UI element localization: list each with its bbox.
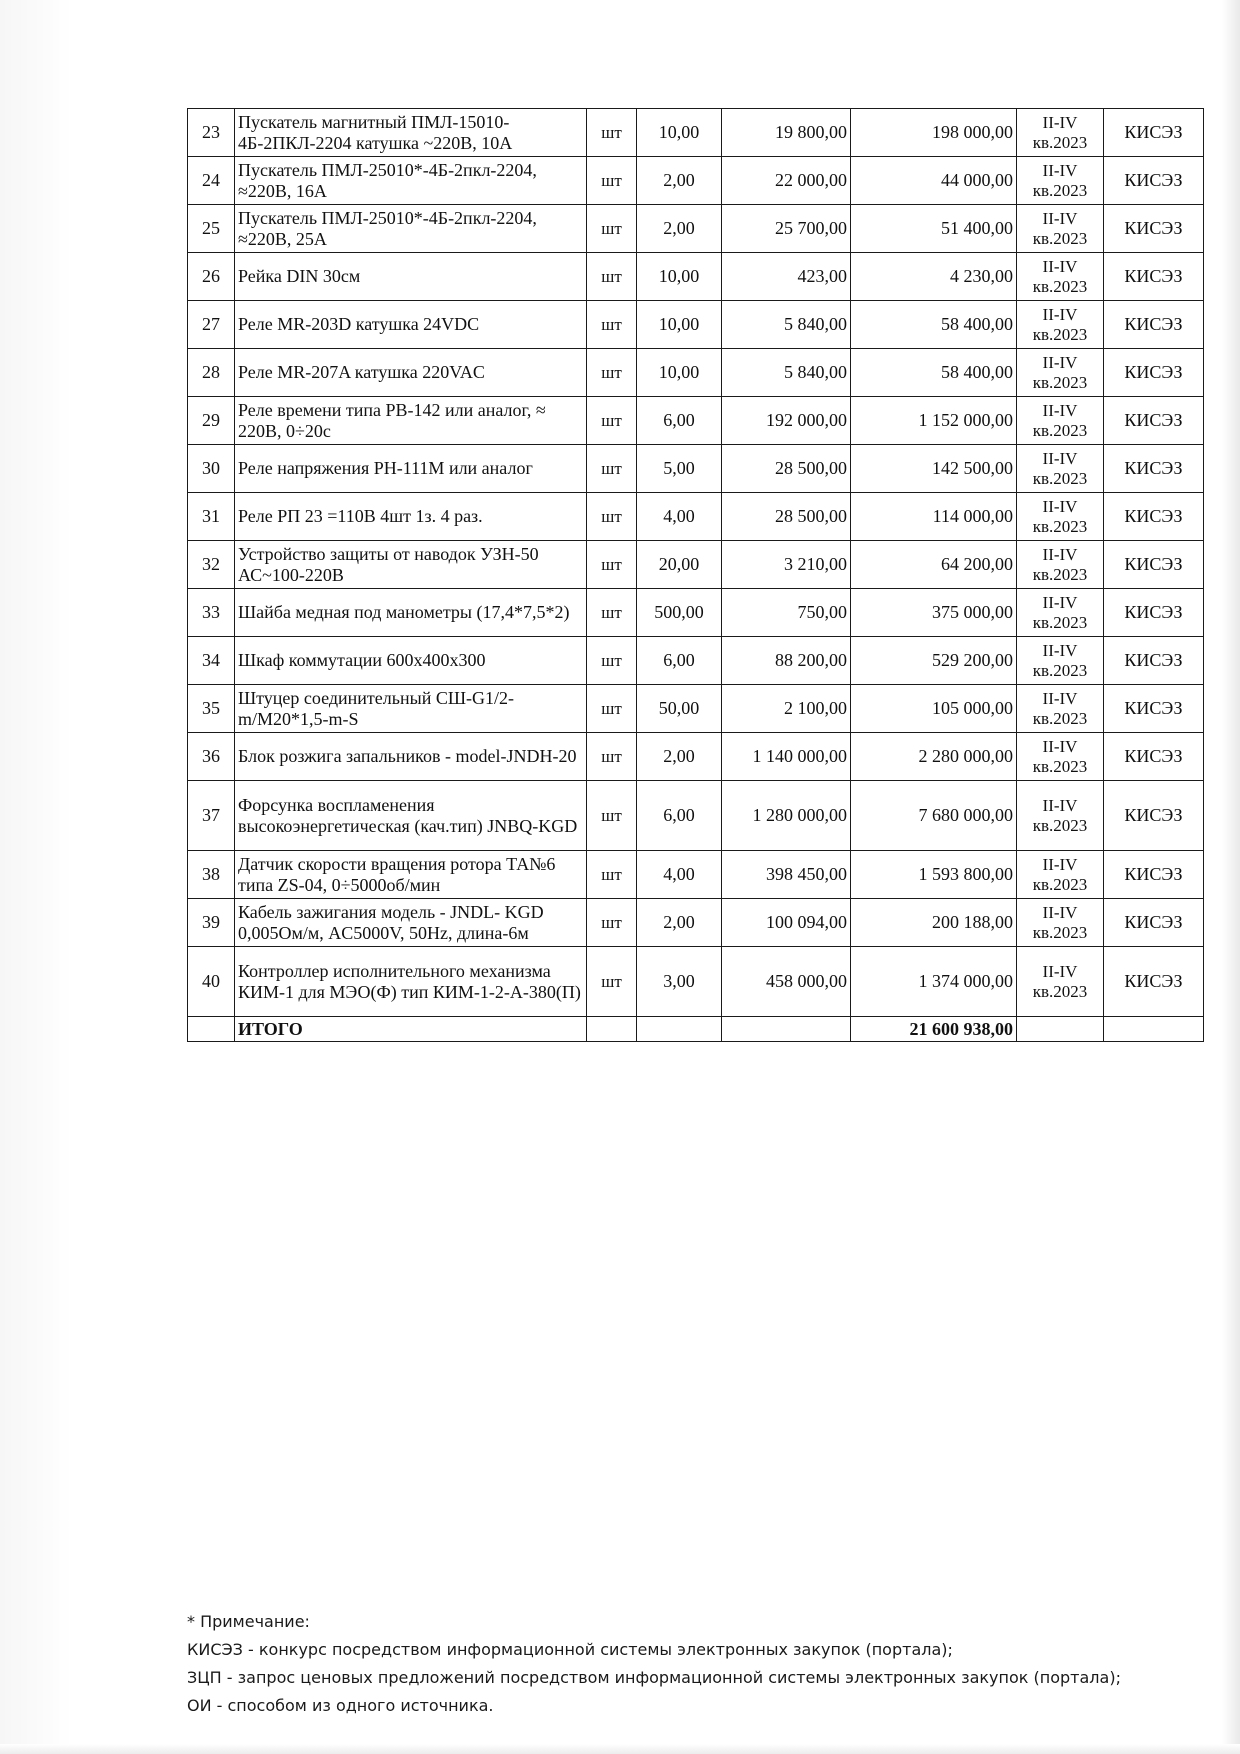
empty-cell [637,1017,722,1042]
table-row [188,157,1204,205]
delivery-period-cell: II-IV кв.2023 [1017,397,1104,445]
total-amount-cell: 142 500,00 [851,445,1017,493]
item-name-cell: Пускатель магнитный ПМЛ-15010-4Б-2ПКЛ-2204 катушка ~220В, 10А [235,109,587,157]
delivery-period-cell: II-IV кв.2023 [1017,541,1104,589]
delivery-period-cell: II-IV кв.2023 [1017,589,1104,637]
row-number-cell: 25 [188,205,235,253]
procurement-method-cell: КИСЭЗ [1104,685,1204,733]
unit-price-cell: 19 800,00 [722,109,851,157]
total-amount-cell: 1 152 000,00 [851,397,1017,445]
quantity-cell: 2,00 [637,205,722,253]
procurement-method-cell: КИСЭЗ [1104,733,1204,781]
empty-cell [722,1017,851,1042]
unit-cell: шт [587,733,637,781]
item-name-cell: Рейка DIN 30см [235,253,587,301]
row-number-cell: 35 [188,685,235,733]
quantity-cell: 500,00 [637,589,722,637]
quantity-cell: 10,00 [637,349,722,397]
quantity-cell: 2,00 [637,899,722,947]
unit-price-cell: 3 210,00 [722,541,851,589]
procurement-method-cell: КИСЭЗ [1104,253,1204,301]
table-row [188,899,1204,947]
total-amount-cell: 7 680 000,00 [851,781,1017,851]
item-name-cell: Контроллер исполнительного механизма КИМ-1 для МЭО(Ф) тип КИМ-1-2-А-380(П) [235,947,587,1017]
item-name-cell: Реле напряжения РН-111М или аналог [235,445,587,493]
item-name-cell: Штуцер соединительный СШ-G1/2-m/M20*1,5-m-S [235,685,587,733]
procurement-method-cell: КИСЭЗ [1104,493,1204,541]
quantity-cell: 4,00 [637,851,722,899]
table-row [188,493,1204,541]
row-number-cell: 26 [188,253,235,301]
delivery-period-cell: II-IV кв.2023 [1017,899,1104,947]
table-row [188,349,1204,397]
unit-cell: шт [587,899,637,947]
delivery-period-cell: II-IV кв.2023 [1017,109,1104,157]
item-name-cell: Кабель зажигания модель - JNDL- KGD 0,005Ом/м, AC5000V, 50Hz, длина-6м [235,899,587,947]
total-amount-cell: 4 230,00 [851,253,1017,301]
unit-price-cell: 28 500,00 [722,445,851,493]
unit-price-cell: 25 700,00 [722,205,851,253]
footnote [187,1608,1121,1720]
unit-price-cell: 5 840,00 [722,349,851,397]
quantity-cell: 6,00 [637,397,722,445]
total-amount-cell: 64 200,00 [851,541,1017,589]
item-name-cell: Реле MR-207A катушка 220VAC [235,349,587,397]
table-row [188,637,1204,685]
table-row [188,851,1204,899]
total-amount-cell: 51 400,00 [851,205,1017,253]
quantity-cell: 6,00 [637,781,722,851]
table-row [188,733,1204,781]
procurement-table [187,108,1204,1042]
unit-cell: шт [587,301,637,349]
total-label-cell: ИТОГО [235,1017,587,1042]
table-row [188,109,1204,157]
unit-cell: шт [587,947,637,1017]
unit-price-cell: 2 100,00 [722,685,851,733]
procurement-method-cell: КИСЭЗ [1104,301,1204,349]
quantity-cell: 50,00 [637,685,722,733]
unit-price-cell: 398 450,00 [722,851,851,899]
total-amount-cell: 58 400,00 [851,349,1017,397]
delivery-period-cell: II-IV кв.2023 [1017,947,1104,1017]
footnote-line: ЗЦП - запрос ценовых предложений посредством информационной системы электронных закупок (портала); [187,1668,1121,1687]
item-name-cell: Пускатель ПМЛ-25010*-4Б-2пкл-2204, ≈220В, 16А [235,157,587,205]
total-amount-cell: 114 000,00 [851,493,1017,541]
total-amount-cell: 198 000,00 [851,109,1017,157]
row-number-cell: 28 [188,349,235,397]
table-row [188,541,1204,589]
unit-cell: шт [587,685,637,733]
table-row [188,253,1204,301]
quantity-cell: 2,00 [637,733,722,781]
total-amount-cell: 1 593 800,00 [851,851,1017,899]
row-number-cell: 33 [188,589,235,637]
row-number-cell: 27 [188,301,235,349]
unit-price-cell: 423,00 [722,253,851,301]
row-number-cell: 34 [188,637,235,685]
unit-price-cell: 1 140 000,00 [722,733,851,781]
total-amount-cell: 529 200,00 [851,637,1017,685]
unit-price-cell: 5 840,00 [722,301,851,349]
unit-cell: шт [587,589,637,637]
table-row [188,781,1204,851]
unit-cell: шт [587,397,637,445]
total-amount-cell: 58 400,00 [851,301,1017,349]
row-number-cell: 36 [188,733,235,781]
total-amount-cell: 2 280 000,00 [851,733,1017,781]
delivery-period-cell: II-IV кв.2023 [1017,493,1104,541]
unit-cell: шт [587,781,637,851]
footnote-line: КИСЭЗ - конкурс посредством информационной системы электронных закупок (портала); [187,1640,953,1659]
unit-cell: шт [587,109,637,157]
table-row [188,685,1204,733]
procurement-method-cell: КИСЭЗ [1104,947,1204,1017]
item-name-cell: Форсунка воспламенения высокоэнергетическая (кач.тип) JNBQ-KGD [235,781,587,851]
row-number-cell: 31 [188,493,235,541]
empty-cell [587,1017,637,1042]
table-row [188,397,1204,445]
procurement-method-cell: КИСЭЗ [1104,445,1204,493]
unit-cell: шт [587,851,637,899]
quantity-cell: 10,00 [637,301,722,349]
delivery-period-cell: II-IV кв.2023 [1017,205,1104,253]
total-amount-cell: 1 374 000,00 [851,947,1017,1017]
quantity-cell: 6,00 [637,637,722,685]
empty-cell [188,1017,235,1042]
item-name-cell: Реле РП 23 =110В 4шт 1з. 4 раз. [235,493,587,541]
quantity-cell: 20,00 [637,541,722,589]
delivery-period-cell: II-IV кв.2023 [1017,157,1104,205]
row-number-cell: 24 [188,157,235,205]
delivery-period-cell: II-IV кв.2023 [1017,637,1104,685]
table-row [188,589,1204,637]
procurement-method-cell: КИСЭЗ [1104,397,1204,445]
row-number-cell: 38 [188,851,235,899]
delivery-period-cell: II-IV кв.2023 [1017,445,1104,493]
delivery-period-cell: II-IV кв.2023 [1017,301,1104,349]
total-amount-cell: 105 000,00 [851,685,1017,733]
scan-edge-left [0,0,72,1754]
procurement-method-cell: КИСЭЗ [1104,349,1204,397]
table-row [188,445,1204,493]
scan-edge-bottom [0,1744,1240,1754]
unit-price-cell: 192 000,00 [722,397,851,445]
procurement-method-cell: КИСЭЗ [1104,205,1204,253]
quantity-cell: 10,00 [637,109,722,157]
row-number-cell: 39 [188,899,235,947]
row-number-cell: 40 [188,947,235,1017]
total-amount-cell: 375 000,00 [851,589,1017,637]
row-number-cell: 29 [188,397,235,445]
table-row [188,301,1204,349]
unit-price-cell: 22 000,00 [722,157,851,205]
quantity-cell: 4,00 [637,493,722,541]
unit-price-cell: 28 500,00 [722,493,851,541]
procurement-method-cell: КИСЭЗ [1104,781,1204,851]
delivery-period-cell: II-IV кв.2023 [1017,253,1104,301]
item-name-cell: Шайба медная под манометры (17,4*7,5*2) [235,589,587,637]
procurement-method-cell: КИСЭЗ [1104,637,1204,685]
total-row [188,1017,1204,1042]
empty-cell [1104,1017,1204,1042]
table-row [188,947,1204,1017]
total-amount-cell: 44 000,00 [851,157,1017,205]
item-name-cell: Блок розжига запальников - model-JNDH-20 [235,733,587,781]
quantity-cell: 2,00 [637,157,722,205]
delivery-period-cell: II-IV кв.2023 [1017,781,1104,851]
item-name-cell: Пускатель ПМЛ-25010*-4Б-2пкл-2204, ≈220В, 25А [235,205,587,253]
unit-cell: шт [587,445,637,493]
unit-cell: шт [587,349,637,397]
row-number-cell: 23 [188,109,235,157]
unit-price-cell: 100 094,00 [722,899,851,947]
scan-edge-right [1222,0,1240,1754]
table-body [188,109,1204,1042]
quantity-cell: 10,00 [637,253,722,301]
unit-cell: шт [587,253,637,301]
unit-price-cell: 750,00 [722,589,851,637]
item-name-cell: Устройство защиты от наводок УЗН-50 АС~100-220В [235,541,587,589]
delivery-period-cell: II-IV кв.2023 [1017,733,1104,781]
empty-cell [1017,1017,1104,1042]
quantity-cell: 3,00 [637,947,722,1017]
item-name-cell: Шкаф коммутации 600х400х300 [235,637,587,685]
unit-cell: шт [587,493,637,541]
row-number-cell: 30 [188,445,235,493]
delivery-period-cell: II-IV кв.2023 [1017,851,1104,899]
item-name-cell: Реле MR-203D катушка 24VDC [235,301,587,349]
delivery-period-cell: II-IV кв.2023 [1017,685,1104,733]
table-row [188,205,1204,253]
item-name-cell: Реле времени типа РВ-142 или аналог, ≈ 220В, 0÷20с [235,397,587,445]
footnote-title: * Примечание: [187,1612,310,1631]
procurement-method-cell: КИСЭЗ [1104,589,1204,637]
unit-cell: шт [587,157,637,205]
procurement-method-cell: КИСЭЗ [1104,157,1204,205]
unit-cell: шт [587,205,637,253]
grand-total-cell: 21 600 938,00 [851,1017,1017,1042]
item-name-cell: Датчик скорости вращения ротора ТА№6 типа ZS-04, 0÷5000об/мин [235,851,587,899]
delivery-period-cell: II-IV кв.2023 [1017,349,1104,397]
quantity-cell: 5,00 [637,445,722,493]
unit-price-cell: 458 000,00 [722,947,851,1017]
unit-price-cell: 1 280 000,00 [722,781,851,851]
procurement-method-cell: КИСЭЗ [1104,109,1204,157]
procurement-method-cell: КИСЭЗ [1104,541,1204,589]
procurement-method-cell: КИСЭЗ [1104,899,1204,947]
row-number-cell: 37 [188,781,235,851]
total-amount-cell: 200 188,00 [851,899,1017,947]
unit-cell: шт [587,637,637,685]
unit-price-cell: 88 200,00 [722,637,851,685]
unit-cell: шт [587,541,637,589]
footnote-line: ОИ - способом из одного источника. [187,1696,494,1715]
row-number-cell: 32 [188,541,235,589]
procurement-method-cell: КИСЭЗ [1104,851,1204,899]
